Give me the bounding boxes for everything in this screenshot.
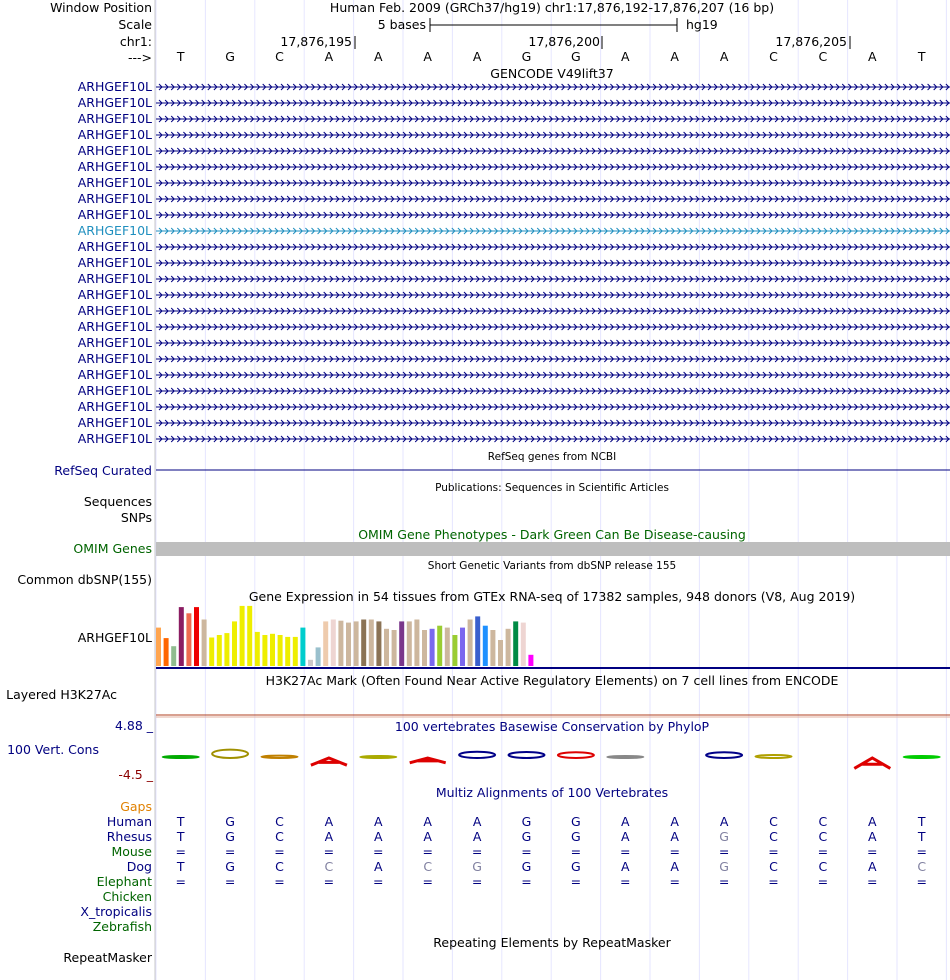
species-label[interactable]: Dog (126, 859, 152, 874)
ruler-tick-label: 17,876,205 (775, 34, 847, 49)
reference-base: A (670, 49, 679, 64)
alignment-base: A (868, 814, 877, 829)
gtex-tissue-bar[interactable] (528, 655, 533, 666)
alignment-base: = (817, 844, 829, 859)
alignment-base: T (176, 829, 185, 844)
gencode-track-title: GENCODE V49lift37 (490, 66, 614, 81)
omim-track-label[interactable]: OMIM Genes (73, 541, 152, 556)
alignment-base: = (620, 874, 631, 889)
alignment-base: = (718, 874, 730, 889)
h3k27-track-label[interactable]: Layered H3K27Ac (6, 687, 117, 702)
gencode-track[interactable] (78, 79, 950, 446)
reference-base: A (324, 49, 334, 64)
gencode-transcript-label[interactable]: ARHGEF10L (77, 319, 152, 334)
multiz-track-title: Multiz Alignments of 100 Vertebrates (435, 785, 669, 800)
alignment-base: C (769, 859, 778, 874)
gtex-tissue-bar[interactable] (171, 646, 176, 666)
gtex-tissue-bar[interactable] (498, 640, 503, 666)
gtex-tissue-bar[interactable] (217, 635, 222, 666)
gencode-transcript-label[interactable]: ARHGEF10L (77, 207, 152, 222)
alignment-base: G (472, 859, 482, 874)
gencode-transcript-label[interactable]: ARHGEF10L (77, 367, 152, 382)
alignment-base: A (324, 814, 334, 829)
alignment-base: A (621, 829, 630, 844)
gtex-tissue-bar[interactable] (392, 630, 397, 666)
phylop-logo-letter (607, 756, 643, 758)
gencode-transcript-label[interactable]: ARHGEF10L (77, 79, 152, 94)
gencode-transcript-label[interactable]: ARHGEF10L (77, 335, 152, 350)
alignment-base: C (423, 859, 433, 874)
gencode-transcript-label[interactable]: ARHGEF10L (77, 159, 152, 174)
gtex-tissue-bar[interactable] (331, 620, 336, 667)
gencode-transcript-line[interactable] (156, 180, 950, 186)
reference-base: A (719, 49, 729, 64)
gtex-track-label[interactable]: ARHGEF10L (77, 630, 152, 645)
reference-base: G (571, 49, 581, 64)
alignment-base: T (176, 814, 185, 829)
alignment-base: A (670, 829, 679, 844)
gtex-tissue-bar[interactable] (521, 623, 526, 666)
gencode-transcript-label[interactable]: ARHGEF10L (77, 351, 152, 366)
window-position-label: Window Position (50, 0, 152, 15)
alignment-base: = (373, 844, 384, 859)
gencode-transcript-line[interactable] (156, 372, 950, 378)
alignment-base: = (274, 844, 285, 859)
gencode-transcript-label[interactable]: ARHGEF10L (77, 223, 152, 238)
scale-assembly: hg19 (686, 17, 718, 32)
species-label[interactable]: Chicken (102, 889, 152, 904)
gencode-transcript-line[interactable] (156, 228, 950, 234)
gencode-transcript-label[interactable]: ARHGEF10L (77, 111, 152, 126)
alignment-base: = (224, 874, 236, 889)
gencode-transcript-label[interactable]: ARHGEF10L (77, 255, 152, 270)
gtex-tissue-bar[interactable] (156, 628, 161, 666)
phylop-logo-letter (163, 756, 199, 758)
alignment-base: = (323, 874, 335, 889)
reference-base: G (521, 49, 532, 64)
alignment-base: = (916, 874, 927, 889)
phylop-min-label: -4.5 _ (118, 767, 153, 782)
gencode-transcript-label[interactable]: ARHGEF10L (77, 143, 152, 158)
dbsnp-track-label[interactable]: Common dbSNP(155) (17, 572, 152, 587)
alignment-base: A (621, 859, 630, 874)
alignment-base: C (818, 859, 828, 874)
alignment-base: C (769, 814, 778, 829)
gencode-transcript-label[interactable]: ARHGEF10L (77, 287, 152, 302)
alignment-base: G (521, 829, 532, 844)
alignment-base: C (324, 859, 334, 874)
chrom-label: chr1: (119, 34, 152, 49)
gtex-tissue-bar[interactable] (361, 620, 366, 667)
gtex-tissue-bar[interactable] (285, 637, 290, 666)
gencode-transcript-line[interactable] (156, 148, 950, 154)
scale-bar-text: 5 bases (377, 17, 426, 32)
alignment-base: T (176, 859, 185, 874)
gencode-transcript-label[interactable]: ARHGEF10L (77, 399, 152, 414)
species-label[interactable]: X_tropicalis (80, 904, 152, 919)
gaps-label[interactable]: Gaps (120, 799, 152, 814)
scale-label: Scale (118, 17, 152, 32)
ruler-tick-label: 17,876,195 (280, 34, 352, 49)
gtex-tissue-bar[interactable] (278, 635, 283, 666)
gtex-tissue-bar[interactable] (224, 633, 229, 666)
gencode-transcript-line[interactable] (156, 420, 950, 426)
refseq-track-label[interactable]: RefSeq Curated (54, 463, 152, 478)
alignment-base: A (324, 829, 334, 844)
alignment-base: C (818, 814, 828, 829)
gtex-tissue-bar[interactable] (490, 630, 495, 666)
gencode-transcript-label[interactable]: ARHGEF10L (77, 271, 152, 286)
alignment-base: G (225, 859, 235, 874)
gencode-transcript-line[interactable] (156, 276, 950, 282)
phylop-logo-letter (756, 755, 792, 758)
gtex-tissue-bar[interactable] (323, 621, 328, 666)
species-label[interactable]: Rhesus (106, 829, 152, 844)
alignment-base: G (719, 829, 729, 844)
gtex-tissue-bar[interactable] (468, 620, 473, 667)
gencode-transcript-label[interactable]: ARHGEF10L (77, 383, 152, 398)
alignment-base: = (471, 844, 483, 859)
alignment-base: = (422, 874, 433, 889)
gencode-transcript-label[interactable]: ARHGEF10L (77, 95, 152, 110)
gtex-tissue-bar[interactable] (202, 620, 207, 667)
alignment-base: G (225, 829, 235, 844)
alignment-base: = (373, 874, 384, 889)
alignment-base: = (817, 874, 829, 889)
alignment-base: = (718, 844, 730, 859)
gencode-transcript-line[interactable] (156, 116, 950, 122)
gtex-tissue-bar[interactable] (430, 629, 435, 666)
alignment-base: A (423, 829, 432, 844)
gtex-tissue-bar[interactable] (452, 635, 457, 666)
reference-base: A (621, 49, 630, 64)
alignment-base: = (768, 874, 779, 889)
gtex-tissue-bar[interactable] (445, 628, 450, 666)
gencode-transcript-line[interactable] (156, 356, 950, 362)
alignment-base: C (818, 829, 828, 844)
gtex-tissue-bar[interactable] (346, 623, 351, 666)
window-position-value: Human Feb. 2009 (GRCh37/hg19) chr1:17,876,192-17,876,207 (16 bp) (329, 0, 775, 15)
reference-base: C (818, 49, 828, 64)
gtex-tissue-bar[interactable] (407, 621, 412, 666)
gtex-tissue-bar[interactable] (399, 621, 404, 666)
gtex-tissue-bar[interactable] (209, 638, 214, 667)
gencode-transcript-label[interactable]: ARHGEF10L (77, 431, 152, 446)
gtex-tissue-bar[interactable] (179, 607, 184, 666)
alignment-base: = (323, 844, 335, 859)
gtex-tissue-bar[interactable] (437, 626, 442, 666)
gencode-transcript-line[interactable] (156, 100, 950, 106)
alignment-base: A (719, 814, 729, 829)
alignment-base: C (275, 814, 284, 829)
pubs-track-title: Publications: Sequences in Scientific Articles (435, 482, 669, 494)
gencode-transcript-line[interactable] (156, 404, 950, 410)
gtex-tissue-bar[interactable] (186, 613, 191, 666)
gtex-tissue-bar[interactable] (232, 621, 237, 666)
gtex-track-title: Gene Expression in 54 tissues from GTEx RNA-seq of 17382 samples, 948 donors (V8, Aug 2019) (248, 589, 856, 604)
phylop-logo-letter (558, 752, 594, 758)
multiz-alignment[interactable] (80, 814, 927, 934)
gencode-transcript-line[interactable] (156, 244, 950, 250)
alignment-base: = (274, 874, 285, 889)
species-label[interactable]: Zebrafish (92, 919, 152, 934)
gencode-transcript-line[interactable] (156, 164, 950, 170)
alignment-base: T (917, 814, 926, 829)
reference-base: A (472, 49, 482, 64)
reference-base: C (769, 49, 778, 64)
gtex-tissue-bar[interactable] (316, 647, 321, 666)
gencode-transcript-line[interactable] (156, 340, 950, 346)
gtex-tissue-bar[interactable] (240, 606, 245, 666)
gencode-transcript-line[interactable] (156, 436, 950, 442)
alignment-base: G (521, 814, 532, 829)
gencode-transcript-line[interactable] (156, 212, 950, 218)
ruler-tick-label: 17,876,200 (528, 34, 600, 49)
gencode-transcript-line[interactable] (156, 132, 950, 138)
gtex-tissue-bar[interactable] (194, 607, 199, 666)
alignment-base: G (521, 859, 532, 874)
scale-bar (430, 18, 677, 32)
ruler (280, 34, 850, 49)
snps-track-label[interactable]: SNPs (120, 510, 152, 525)
phylop-logo-letter (509, 752, 545, 758)
alignment-base: A (374, 859, 383, 874)
phylop-logo-letter (706, 752, 742, 758)
alignment-base: G (571, 814, 581, 829)
alignment-base: G (571, 859, 581, 874)
alignment-base: = (570, 844, 582, 859)
gtex-tissue-bar[interactable] (384, 629, 389, 666)
phylop-logo-letter (311, 758, 347, 765)
reference-base: A (423, 49, 432, 64)
gtex-tissue-bar[interactable] (300, 628, 305, 666)
gencode-transcript-line[interactable] (156, 84, 950, 90)
gtex-bar-chart[interactable] (156, 606, 533, 666)
phylop-track-title: 100 vertebrates Basewise Conservation by PhyloP (394, 719, 710, 734)
alignment-base: T (917, 829, 926, 844)
alignment-base: = (471, 874, 483, 889)
gtex-tissue-bar[interactable] (483, 626, 488, 666)
gencode-transcript-label[interactable]: ARHGEF10L (77, 239, 152, 254)
alignment-base: A (472, 814, 482, 829)
omim-gene-bar[interactable] (156, 542, 950, 556)
alignment-base: A (423, 814, 432, 829)
phylop-logo-letter (459, 752, 495, 758)
strand-label: ---> (127, 50, 152, 65)
alignment-base: G (571, 829, 581, 844)
alignment-base: A (868, 829, 877, 844)
alignment-base: = (669, 844, 680, 859)
alignment-base: = (175, 844, 186, 859)
species-label[interactable]: Elephant (96, 874, 152, 889)
alignment-base: = (521, 844, 532, 859)
gtex-tissue-bar[interactable] (475, 616, 480, 666)
reference-base: T (176, 49, 185, 64)
omim-track-title: OMIM Gene Phenotypes - Dark Green Can Be Disease-causing (358, 527, 746, 542)
gtex-tissue-bar[interactable] (262, 635, 267, 666)
alignment-base: A (374, 814, 383, 829)
phylop-logo-letter (262, 756, 298, 758)
gtex-tissue-bar[interactable] (506, 629, 511, 666)
gtex-tissue-bar[interactable] (376, 621, 381, 666)
gtex-tissue-bar[interactable] (513, 621, 518, 666)
alignment-base: = (224, 844, 236, 859)
gencode-transcript-line[interactable] (156, 260, 950, 266)
refseq-track-title: RefSeq genes from NCBI (487, 451, 617, 463)
phylop-logo-letter (360, 756, 396, 758)
gencode-transcript-line[interactable] (156, 292, 950, 298)
gtex-tissue-bar[interactable] (164, 638, 169, 666)
alignment-base: A (621, 814, 630, 829)
gencode-transcript-line[interactable] (156, 388, 950, 394)
alignment-base: = (669, 874, 680, 889)
alignment-base: G (225, 814, 235, 829)
gtex-tissue-bar[interactable] (270, 634, 275, 666)
species-label[interactable]: Mouse (111, 844, 152, 859)
alignment-base: = (867, 844, 878, 859)
gencode-transcript-line[interactable] (156, 324, 950, 330)
gtex-tissue-bar[interactable] (293, 637, 298, 666)
dbsnp-track-title: Short Genetic Variants from dbSNP release 155 (427, 560, 677, 572)
gtex-tissue-bar[interactable] (354, 621, 359, 666)
h3k27-track-title: H3K27Ac Mark (Often Found Near Active Regulatory Elements) on 7 cell lines from ENCODE (265, 673, 839, 688)
gtex-tissue-bar[interactable] (247, 606, 252, 666)
phylop-max-label: 4.88 _ (114, 718, 153, 733)
species-label[interactable]: Human (106, 814, 152, 829)
alignment-base: C (769, 829, 778, 844)
alignment-base: C (275, 859, 284, 874)
gencode-transcript-label[interactable]: ARHGEF10L (77, 127, 152, 142)
reference-base: A (868, 49, 877, 64)
reference-base: A (374, 49, 383, 64)
gtex-tissue-bar[interactable] (255, 632, 260, 666)
sequences-track-label[interactable]: Sequences (83, 494, 152, 509)
repeat-track-title: Repeating Elements by RepeatMasker (433, 935, 671, 950)
repeatmasker-track-label[interactable]: RepeatMasker (63, 950, 152, 965)
reference-base: G (225, 49, 235, 64)
alignment-base: C (275, 829, 284, 844)
gencode-transcript-line[interactable] (156, 308, 950, 314)
reference-base: C (275, 49, 284, 64)
alignment-base: A (374, 829, 383, 844)
phylop-logo-letter (854, 758, 890, 768)
gencode-transcript-label[interactable]: ARHGEF10L (77, 415, 152, 430)
phylop-logo-letter (212, 750, 248, 758)
alignment-base: = (570, 874, 582, 889)
gtex-tissue-bar[interactable] (422, 630, 427, 666)
alignment-base: = (620, 844, 631, 859)
alignment-base: = (916, 844, 927, 859)
alignment-base: A (670, 859, 679, 874)
gtex-tissue-bar[interactable] (308, 660, 313, 666)
alignment-base: = (867, 874, 878, 889)
gencode-transcript-line[interactable] (156, 196, 950, 202)
phylop-logo-letter (410, 758, 446, 763)
alignment-base: A (472, 829, 482, 844)
gtex-tissue-bar[interactable] (414, 620, 419, 667)
reference-base: T (917, 49, 926, 64)
gtex-tissue-bar[interactable] (369, 620, 374, 667)
alignment-base: A (868, 859, 877, 874)
gencode-transcript-label[interactable]: ARHGEF10L (77, 191, 152, 206)
gencode-transcript-label[interactable]: ARHGEF10L (77, 303, 152, 318)
alignment-base: = (422, 844, 433, 859)
alignment-base: C (917, 859, 927, 874)
phylop-track-label[interactable]: 100 Vert. Cons (7, 742, 99, 757)
alignment-base: = (175, 874, 186, 889)
alignment-base: G (719, 859, 729, 874)
gtex-tissue-bar[interactable] (338, 621, 343, 666)
alignment-base: = (521, 874, 532, 889)
gencode-transcript-label[interactable]: ARHGEF10L (77, 175, 152, 190)
alignment-base: A (670, 814, 679, 829)
gtex-tissue-bar[interactable] (460, 628, 465, 666)
alignment-base: = (768, 844, 779, 859)
phylop-logo-letter (904, 756, 940, 758)
